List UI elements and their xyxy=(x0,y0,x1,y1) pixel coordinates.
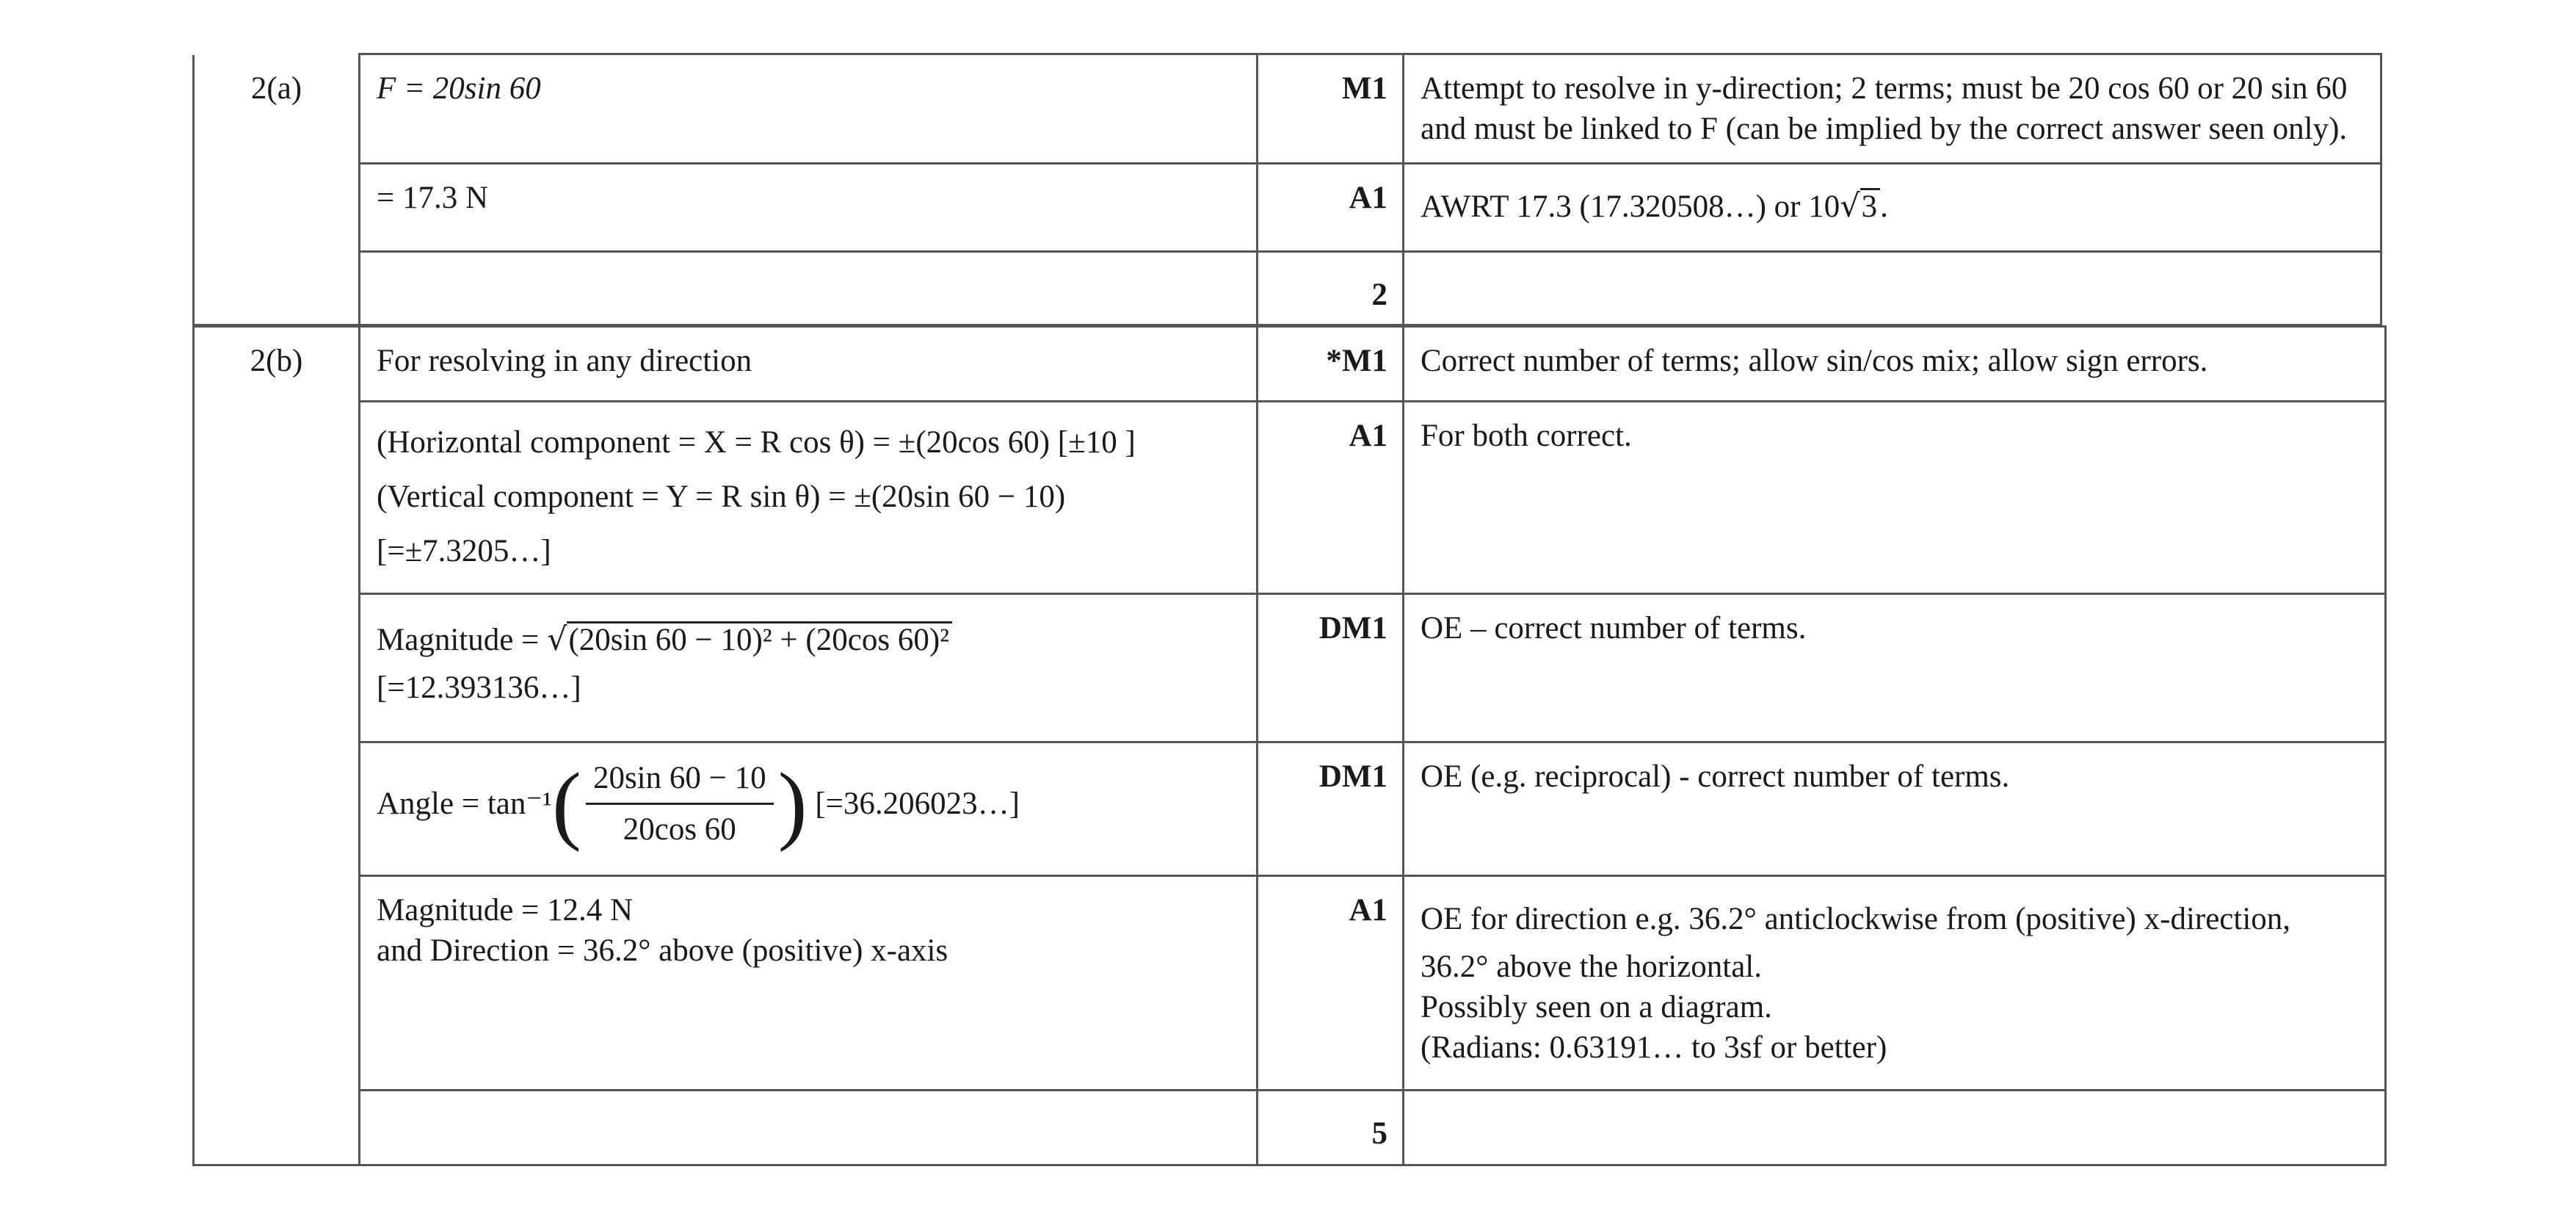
table-row xyxy=(194,164,2381,252)
answer-cell: F = 20sin 60 xyxy=(360,54,1258,164)
magnitude-formula xyxy=(377,620,1240,660)
fraction xyxy=(586,758,774,850)
table-row xyxy=(194,54,2381,164)
magnitude-value: [=12.393136…] xyxy=(377,670,581,706)
mark-cell: M1 xyxy=(1258,54,1404,164)
mark-cell: A1 xyxy=(1258,402,1404,594)
guidance-cell xyxy=(1404,252,2381,325)
mark-scheme-table-part-b xyxy=(192,325,2387,1166)
final-magnitude: Magnitude = 12.4 N xyxy=(377,893,634,928)
component-value: [=±7.3205…] xyxy=(377,533,551,568)
guidance-cell: OE (e.g. reciprocal) - correct number of terms. xyxy=(1404,742,2386,876)
mark-cell: DM1 xyxy=(1258,742,1404,876)
answer-cell xyxy=(360,876,1258,1091)
mark-total: 5 xyxy=(1258,1091,1404,1165)
guidance-cell: For both correct. xyxy=(1404,402,2386,594)
mark-scheme-table-part-a xyxy=(192,53,2382,326)
sqrt-icon: √ xyxy=(547,621,567,658)
mark-cell: *M1 xyxy=(1258,327,1404,402)
mark-cell: DM1 xyxy=(1258,594,1404,742)
mark-total: 2 xyxy=(1258,252,1404,325)
guidance-line: Possibly seen on a diagram. xyxy=(1421,990,1772,1025)
answer-cell xyxy=(360,742,1258,876)
table-row xyxy=(194,594,2386,742)
answer-cell: For resolving in any direction xyxy=(360,327,1258,402)
guidance-text: AWRT 17.3 (17.320508…) or 10 xyxy=(1421,189,1840,225)
angle-value: [=36.206023…] xyxy=(815,787,1020,822)
guidance-cell xyxy=(1404,876,2386,1091)
answer-cell xyxy=(360,252,1258,325)
radicand: 3 xyxy=(1860,188,1881,223)
guidance-cell: Attempt to resolve in y-direction; 2 terms; must be 20 cos 60 or 20 sin 60 and must be linked to F (can be implied by the correct answer seen only). xyxy=(1404,54,2381,164)
final-direction: and Direction = 36.2° above (positive) x-axis xyxy=(377,933,948,969)
table-row xyxy=(194,327,2386,402)
magnitude-label: Magnitude = xyxy=(377,623,548,657)
arctan-function: tan⁻¹ xyxy=(487,787,552,822)
mark-cell: A1 xyxy=(1258,876,1404,1091)
answer-cell xyxy=(360,402,1258,594)
table-row xyxy=(194,742,2386,876)
answer-cell xyxy=(360,594,1258,742)
table-row-total xyxy=(194,252,2381,325)
horizontal-component: (Horizontal component = X = R cos θ) = ±(20cos 60) [±10 ] xyxy=(377,425,1136,460)
guidance-suffix: . xyxy=(1880,189,1888,225)
guidance-cell xyxy=(1404,1091,2386,1165)
radicand: (20sin 60 − 10)² + (20cos 60)² xyxy=(567,621,952,657)
fraction-numerator: 20sin 60 − 10 xyxy=(586,758,774,805)
guidance-line: (Radians: 0.63191… to 3sf or better) xyxy=(1421,1030,1887,1066)
angle-label: Angle = xyxy=(377,787,487,822)
guidance-cell: Correct number of terms; allow sin/cos mix; allow sign errors. xyxy=(1404,327,2386,402)
guidance-line: OE for direction e.g. 36.2° anticlockwise from (positive) x-direction, xyxy=(1421,902,2291,936)
fraction-denominator: 20cos 60 xyxy=(623,812,736,847)
right-paren-icon: ) xyxy=(777,754,808,853)
mark-cell: A1 xyxy=(1258,164,1404,252)
left-paren-icon: ( xyxy=(551,754,581,853)
table-row-total xyxy=(194,1091,2386,1165)
guidance-cell: OE – correct number of terms. xyxy=(1404,594,2386,742)
question-label: 2(b) xyxy=(194,327,360,1165)
table-row xyxy=(194,402,2386,594)
answer-cell xyxy=(360,1091,1258,1165)
table-row xyxy=(194,876,2386,1091)
question-label: 2(a) xyxy=(194,54,360,325)
guidance-line: 36.2° above the horizontal. xyxy=(1421,950,1762,985)
sqrt-icon: √ xyxy=(1840,188,1860,225)
guidance-cell xyxy=(1404,164,2381,252)
vertical-component: (Vertical component = Y = R sin θ) = ±(20sin 60 − 10) xyxy=(377,479,1066,514)
answer-cell: = 17.3 N xyxy=(360,164,1258,252)
